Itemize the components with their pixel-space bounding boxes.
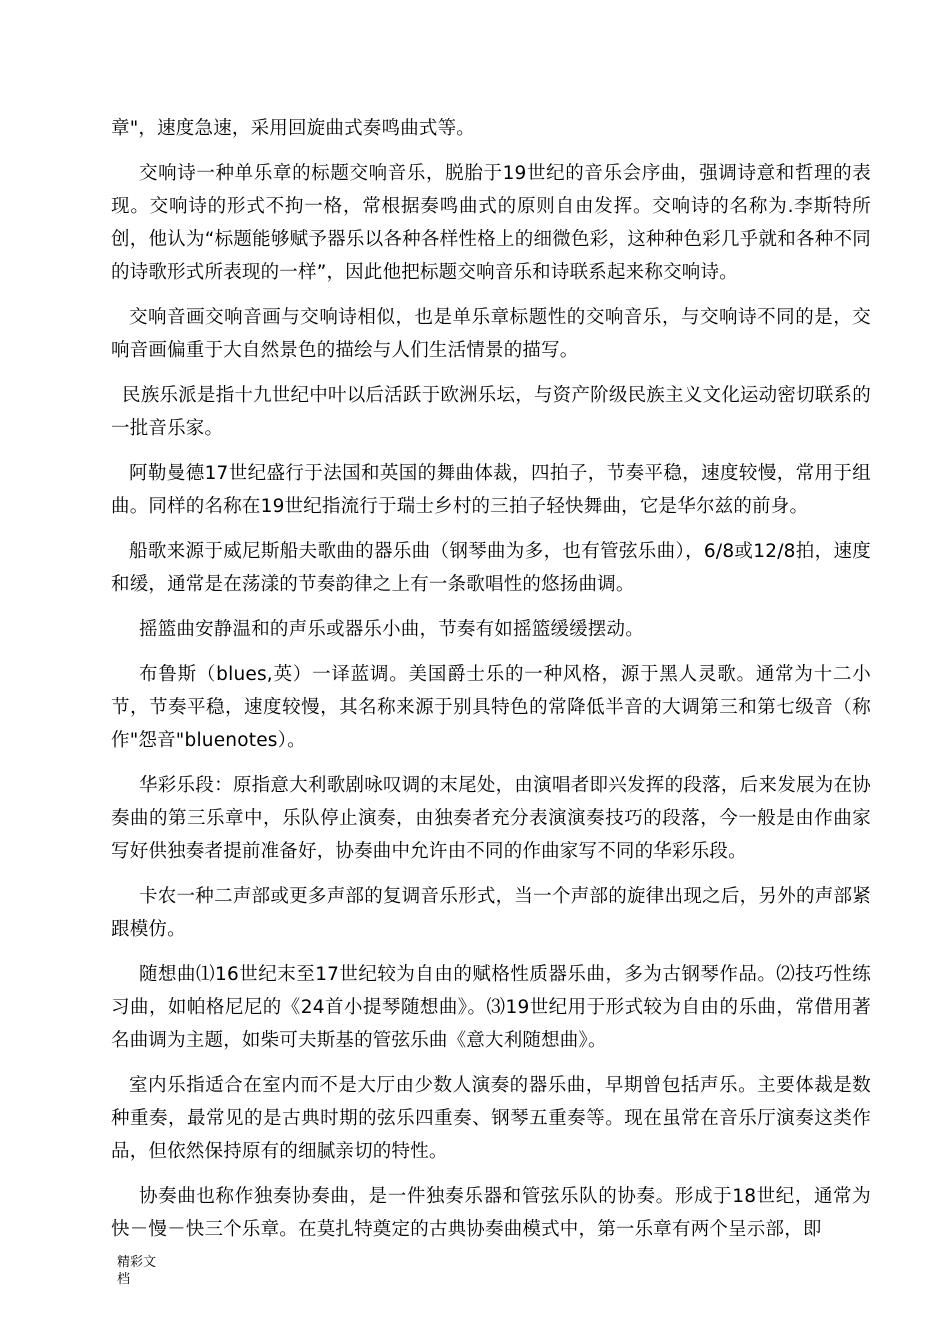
paragraph-cadenza: 华彩乐段：原指意大利歌剧咏叹调的末尾处，由演唱者即兴发挥的段落，后来发展为在协奏曲的第三乐章中，乐队停止演奏，由独奏者充分表演演奏技巧的段落，今一般是由作曲家写好供独奏者提前准备好，协奏曲中允许由不同的作曲家写不同的华彩乐段。 [111, 775, 871, 862]
paragraph-chamber-music: 室内乐指适合在室内而不是大厅由少数人演奏的器乐曲，早期曾包括声乐。主要体裁是数种重奏，最常见的是古典时期的弦乐四重奏、钢琴五重奏等。现在虽常在音乐厅演奏这类作品，但依然保持原有的细腻亲切的特性。 [111, 1075, 871, 1162]
paragraph-barcarolle: 船歌来源于威尼斯船夫歌曲的器乐曲（钢琴曲为多，也有管弦乐曲），6/8或12/8拍，速度和缓，通常是在荡漾的节奏韵律之上有一条歌唱性的悠扬曲调。 [111, 541, 871, 595]
paragraph-canon: 卡农一种二声部或更多声部的复调音乐形式，当一个声部的旋律出现之后，另外的声部紧跟模仿。 [111, 886, 871, 940]
paragraph-capriccio: 随想曲⑴16世纪末至17世纪较为自由的赋格性质器乐曲，多为古钢琴作品。⑵技巧性练习曲，如帕格尼尼的《24首小提琴随想曲》。⑶19世纪用于形式较为自由的乐曲，常借用著名曲调为主题，如柴可夫斯基的管弦乐曲《意大利随想曲》。 [111, 964, 871, 1051]
paragraph-national-school: 民族乐派是指十九世纪中叶以后活跃于欧洲乐坛，与资产阶级民族主义文化运动密切联系的一批音乐家。 [111, 385, 871, 439]
paragraph-blues: 布鲁斯（blues,英）一译蓝调。美国爵士乐的一种风格，源于黑人灵歌。通常为十二小节，节奏平稳，速度较慢，其名称来源于别具特色的常降低半音的大调第三和第七级音（称作"怨音"bluenotes）。 [111, 664, 871, 751]
paragraph-symphony-end: 章"，速度急速，采用回旋曲式奏鸣曲式等。 [111, 118, 476, 139]
paragraph-allemande: 阿勒曼德17世纪盛行于法国和英国的舞曲体裁，四拍子，节奏平稳，速度较慢，常用于组曲。同样的名称在19世纪指流行于瑞士乡村的三拍子轻快舞曲，它是华尔兹的前身。 [111, 463, 871, 517]
paragraph-symphonic-picture: 交响音画交响音画与交响诗相似，也是单乐章标题性的交响音乐，与交响诗不同的是，交响音画偏重于大自然景色的描绘与人们生活情景的描写。 [111, 307, 871, 361]
paragraph-symphonic-poem: 交响诗一种单乐章的标题交响音乐，脱胎于19世纪的音乐会序曲，强调诗意和哲理的表现。交响诗的形式不拘一格，常根据奏鸣曲式的原则自由发挥。交响诗的名称为.李斯特所创，他认为“标题能够赋予器乐以各种各样性格上的细微色彩，这种种色彩几乎就和各种不同的诗歌形式所表现的一样”，因此他把标题交响音乐和诗联系起来称交响诗。 [111, 163, 871, 283]
paragraph-concerto: 协奏曲也称作独奏协奏曲，是一件独奏乐器和管弦乐队的协奏。形成于18世纪，通常为快－慢－快三个乐章。在莫扎特奠定的古典协奏曲模式中，第一乐章有两个呈示部，即 [111, 1186, 871, 1240]
page-footer: 精彩文档 [117, 1255, 157, 1287]
paragraph-lullaby: 摇篮曲安静温和的声乐或器乐小曲，节奏有如摇篮缓缓摆动。 [139, 619, 644, 640]
document-body [111, 112, 871, 1258]
